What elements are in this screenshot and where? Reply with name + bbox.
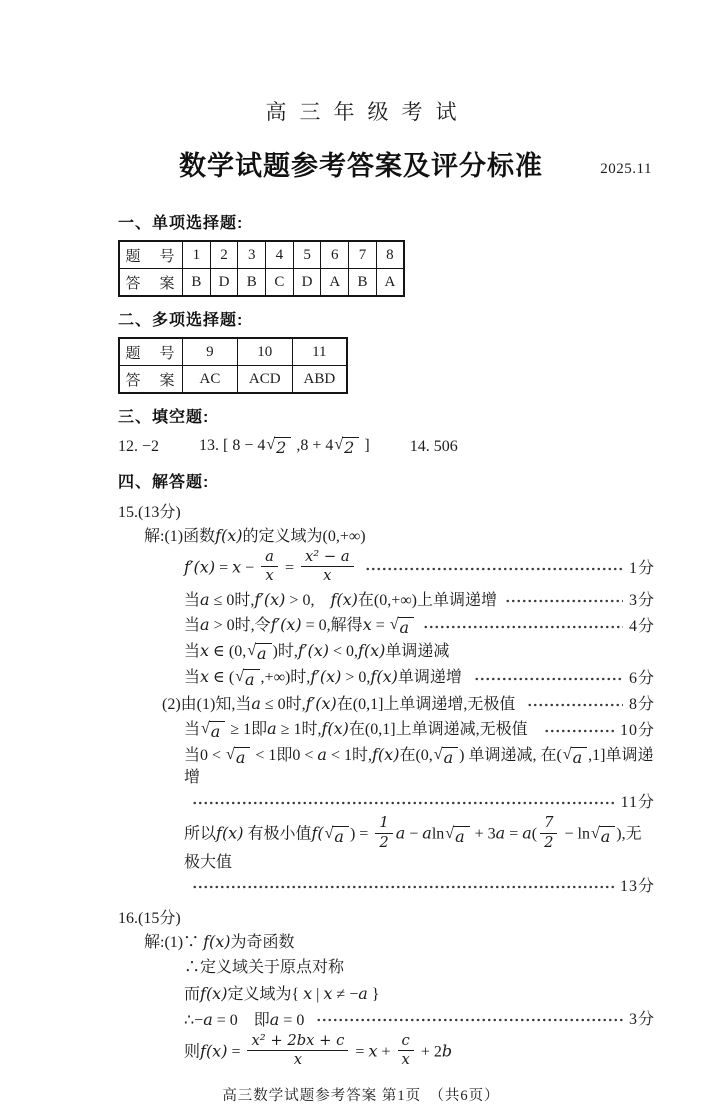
- math-variable: b: [441, 1041, 453, 1061]
- text-run: 则: [184, 1043, 201, 1061]
- question-number-cell: 9: [183, 338, 238, 366]
- text-run: < 1时,: [326, 747, 372, 765]
- math-variable: a: [269, 1009, 280, 1029]
- radicand: a: [453, 826, 470, 847]
- solution-line: [184, 641, 655, 664]
- score-label: 8分: [628, 695, 655, 713]
- fill-blank-answer: [199, 437, 370, 458]
- fraction-denominator: x: [265, 567, 274, 585]
- score-label: 6分: [628, 669, 655, 687]
- dotted-leader: [505, 594, 623, 608]
- text-run: ≤ 0时,: [209, 592, 255, 610]
- text-run: ≤ 0时,: [260, 696, 306, 714]
- math-variable: x: [232, 557, 242, 577]
- radical-icon: √: [201, 720, 210, 738]
- text-run: > 0时,令: [209, 617, 271, 635]
- solution-line: [184, 1031, 655, 1070]
- square-root: [266, 437, 291, 458]
- solution-line: [184, 667, 655, 690]
- fraction: [247, 1033, 348, 1068]
- answer-row: [119, 269, 404, 297]
- radical-icon: √: [266, 435, 276, 453]
- text-run: 14. 506: [409, 438, 458, 455]
- math-variable: x: [368, 1041, 378, 1061]
- fraction-numerator: 7: [540, 815, 557, 833]
- math-variable: f(x): [216, 823, 244, 843]
- text-run: 13. [ 8 − 4: [199, 436, 266, 454]
- fill-blank-answer: [410, 438, 458, 456]
- score-label: 4分: [628, 617, 655, 635]
- text-run: 在(0,1]上单调递减,无极值: [348, 721, 536, 739]
- text-run: =: [227, 1043, 245, 1061]
- math-variable: x: [200, 667, 210, 687]
- square-root: [247, 643, 271, 664]
- text-run: 单调递增: [397, 669, 466, 687]
- text-run: < 0,: [328, 643, 358, 661]
- radicand: a: [255, 643, 272, 664]
- square-root: [226, 747, 250, 768]
- radical-icon: √: [433, 746, 443, 764]
- text-run: ),无极大值: [184, 825, 642, 871]
- fraction-denominator: 2: [544, 833, 554, 851]
- text-run: 的定义域为(0,+∞): [242, 528, 366, 545]
- text-run: =: [371, 617, 389, 635]
- text-run: + 2: [416, 1043, 442, 1061]
- question-number-row: [119, 338, 347, 366]
- math-variable: x: [323, 983, 333, 1003]
- fill-blank-answers: [118, 434, 655, 460]
- solution-line-text: [184, 667, 466, 690]
- text-run: > 0,: [285, 592, 331, 610]
- radicand: a: [442, 747, 459, 768]
- answer-cell: AC: [183, 366, 238, 394]
- dotted-leader: [192, 796, 615, 810]
- text-run: +: [377, 1043, 395, 1061]
- text-run: =: [215, 559, 233, 577]
- square-root: [334, 437, 359, 458]
- text-run: 12. −2: [118, 438, 160, 455]
- answer-cell: A: [321, 269, 349, 297]
- exam-date: 2025.11: [600, 161, 652, 177]
- question-number-cell: 6: [321, 241, 349, 269]
- multi-choice-table-body: [119, 338, 347, 393]
- text-run: 所以: [184, 825, 217, 843]
- text-run: ≥ 1即: [226, 721, 268, 739]
- radical-icon: √: [590, 824, 600, 842]
- dotted-leader: [365, 562, 623, 576]
- question-number-cell: 7: [349, 241, 377, 269]
- solution-line-text: [184, 958, 344, 978]
- score-label: 3分: [628, 591, 655, 609]
- fraction-denominator: x: [293, 1050, 303, 1068]
- solution-line: [184, 615, 655, 638]
- text-run: −: [241, 559, 259, 577]
- score-label: 10分: [619, 721, 655, 739]
- text-run: ) =: [349, 825, 373, 843]
- math-variable: f′(x): [270, 615, 302, 635]
- solution-line: [184, 745, 655, 788]
- question-number-cell: 1: [183, 241, 211, 269]
- solution-line-text: [144, 526, 366, 547]
- fraction: [398, 1033, 414, 1068]
- radicand: 2: [274, 437, 291, 458]
- math-variable: f′(x): [305, 694, 337, 714]
- question-number-cell: 5: [293, 241, 321, 269]
- score-label: 1分: [628, 559, 655, 577]
- text-run: = 0,解得: [301, 617, 363, 635]
- radical-icon: √: [445, 824, 455, 842]
- question-number-row: [119, 241, 404, 269]
- math-variable: f(x): [200, 1041, 228, 1061]
- radical-icon: √: [247, 642, 256, 660]
- dotted-leader: [316, 1013, 623, 1027]
- dotted-leader: [474, 672, 623, 686]
- solution-line: [184, 589, 655, 612]
- solution-line-text: [184, 1031, 453, 1070]
- score-label: 3分: [628, 1011, 655, 1029]
- text-run: 而: [184, 985, 201, 1003]
- fraction-numerator: a: [261, 549, 278, 567]
- radical-icon: √: [235, 668, 244, 686]
- row-label: 题 号: [119, 241, 183, 269]
- solution-line-text: [184, 641, 449, 664]
- answer-cell: ACD: [237, 366, 292, 394]
- text-run: =: [351, 1043, 369, 1061]
- square-root: [591, 826, 615, 847]
- dotted-leader: [192, 880, 614, 894]
- answer-cell: D: [293, 269, 321, 297]
- text-run: 有极小值: [243, 825, 312, 843]
- square-root: [235, 669, 259, 690]
- fraction: [540, 815, 557, 850]
- text-run: ≠ −: [332, 985, 359, 1003]
- text-run: 单调递减: [385, 643, 450, 661]
- math-variable: a: [422, 823, 432, 843]
- math-variable: a: [203, 1009, 213, 1029]
- radicand: a: [243, 669, 260, 690]
- answer-cell: B: [238, 269, 266, 297]
- row-label: 答 案: [119, 269, 183, 297]
- answer-cell: B: [183, 269, 211, 297]
- text-run: + 3: [470, 825, 496, 843]
- row-label: 题 号: [119, 338, 183, 366]
- text-run: 在(0,+∞)上单调递增: [357, 592, 497, 610]
- math-variable: a: [251, 694, 261, 714]
- answer-row: [119, 366, 347, 394]
- math-variable: f(x): [215, 526, 243, 545]
- text-run: ,+∞)时,: [260, 669, 311, 687]
- text-run: =: [280, 559, 298, 577]
- math-variable: a: [267, 719, 277, 739]
- solution-line: [184, 814, 655, 872]
- solution-line: [162, 693, 655, 716]
- fraction-numerator: c: [398, 1033, 414, 1051]
- text-run: 当: [184, 669, 201, 687]
- math-variable: f′(x): [254, 590, 286, 610]
- problem-block: [118, 905, 655, 1070]
- text-run: = 0: [279, 1011, 309, 1029]
- text-run: ∴定义域关于原点对称: [184, 959, 345, 977]
- math-variable: x: [362, 615, 372, 635]
- text-run: ln: [431, 825, 445, 843]
- exam-grade-title: 高三年级考试: [265, 100, 470, 124]
- dotted-leader: [527, 698, 623, 712]
- text-run: )时,: [272, 643, 298, 661]
- math-variable: f(x): [370, 667, 398, 687]
- text-run: 为奇函数: [230, 933, 295, 951]
- fraction-numerator: x² − a: [301, 549, 354, 567]
- radical-icon: √: [334, 435, 344, 453]
- solution-line: [184, 1009, 655, 1032]
- page-content: [118, 210, 655, 1070]
- page-header: [0, 0, 722, 180]
- text-run: 当: [184, 617, 201, 635]
- question-number-cell: 2: [210, 241, 238, 269]
- fraction-denominator: x: [401, 1050, 410, 1068]
- math-variable: a: [358, 983, 368, 1003]
- problem-number: 15.(13分): [118, 504, 181, 521]
- text-run: |: [312, 985, 324, 1003]
- solution-line: [184, 983, 655, 1006]
- text-run: = 0 即: [212, 1011, 270, 1029]
- text-run: − ln: [560, 825, 590, 843]
- square-root: [434, 747, 458, 768]
- text-run: 当0 <: [184, 747, 226, 765]
- text-run: 在(0,1]上单调递增,无极值: [336, 696, 520, 714]
- text-run: ∈ (: [209, 669, 235, 687]
- text-run: ]: [360, 436, 370, 454]
- math-variable: a: [395, 823, 406, 843]
- math-variable: a: [495, 823, 506, 843]
- solution-line-text: [184, 984, 379, 1005]
- solution-line: [184, 548, 655, 586]
- fraction-denominator: x: [323, 567, 332, 585]
- solution-line-text: [184, 719, 536, 742]
- radicand: a: [209, 721, 226, 742]
- multi-choice-answer-table: [118, 337, 348, 394]
- math-variable: f(x): [357, 641, 386, 661]
- section-heading-fill-blank: 三、填空题:: [118, 409, 210, 426]
- fraction-numerator: x² + 2bx + c: [247, 1033, 348, 1051]
- solution-line: [184, 791, 655, 814]
- math-variable: a: [522, 823, 532, 843]
- solution-line-text: [144, 932, 295, 953]
- answer-cell: ABD: [292, 366, 347, 394]
- solution-line-text: [184, 548, 357, 586]
- text-run: ≥ 1时,: [276, 721, 322, 739]
- solutions-area: [118, 499, 655, 1070]
- text-run: < 1即0 <: [251, 747, 318, 765]
- text-run: ,8 + 4: [292, 436, 334, 454]
- solution-line-text: [184, 590, 497, 611]
- single-choice-answer-table: [118, 240, 405, 297]
- text-run: =: [505, 825, 523, 843]
- answer-cell: D: [210, 269, 238, 297]
- radical-icon: √: [562, 746, 572, 764]
- question-number-cell: 10: [237, 338, 292, 366]
- math-variable: f′(x): [310, 667, 342, 687]
- radicand: a: [234, 747, 251, 768]
- text-run: ,1]单调递增: [184, 747, 654, 787]
- text-run: 当: [184, 721, 201, 739]
- answer-cell: A: [376, 269, 404, 297]
- dotted-leader: [544, 724, 614, 738]
- answer-cell: B: [349, 269, 377, 297]
- answer-cell: C: [266, 269, 294, 297]
- row-label: 答 案: [119, 366, 183, 394]
- solution-line-text: [184, 615, 415, 638]
- text-run: 定义域为{: [227, 985, 304, 1003]
- solution-line: [184, 876, 655, 899]
- math-variable: f′(x): [297, 641, 329, 661]
- fraction-denominator: 2: [379, 833, 389, 851]
- text-run: 解:(1)∵: [144, 933, 204, 951]
- problem-number: 16.(15分): [118, 909, 181, 927]
- text-run: −: [405, 825, 423, 843]
- title-row: [0, 144, 722, 180]
- radicand: 2: [342, 437, 359, 458]
- radicand: a: [571, 747, 588, 768]
- radicand: a: [332, 826, 349, 847]
- solution-line-text: [162, 694, 519, 715]
- radicand: a: [398, 617, 415, 638]
- solution-line-text: [184, 814, 655, 872]
- question-number-cell: 11: [292, 338, 347, 366]
- math-variable: a: [200, 590, 210, 610]
- text-run: (: [531, 825, 538, 843]
- question-number-cell: 4: [266, 241, 294, 269]
- solution-line: [184, 957, 655, 980]
- section-heading-single-choice: 一、单项选择题:: [118, 215, 244, 232]
- math-variable: f(x): [330, 590, 358, 610]
- solution-line: [144, 931, 655, 954]
- page-title: 数学试题参考答案及评分标准: [179, 151, 543, 181]
- solution-line-text: [184, 745, 655, 788]
- math-variable: f(x): [321, 719, 349, 739]
- score-label: 11分: [620, 793, 655, 811]
- question-number-cell: 8: [376, 241, 404, 269]
- math-variable: f(x): [203, 931, 231, 951]
- square-root: [445, 826, 469, 847]
- math-variable: f(x): [200, 983, 228, 1003]
- math-variable: f′(x): [184, 557, 216, 577]
- radical-icon: √: [389, 616, 399, 634]
- solution-line-text: [184, 1010, 308, 1031]
- problem-block: [118, 499, 655, 899]
- text-run: > 0,: [341, 669, 371, 687]
- text-run: 解:(1)函数: [144, 528, 216, 545]
- math-variable: f(x): [372, 745, 400, 765]
- text-run: (2)由(1)知,当: [162, 696, 252, 714]
- text-run: ∴−: [184, 1011, 204, 1029]
- fraction: [375, 815, 392, 850]
- radicand: a: [599, 826, 616, 847]
- text-run: }: [367, 985, 380, 1003]
- question-number-cell: 3: [238, 241, 266, 269]
- fill-blank-answer: [118, 438, 159, 456]
- square-root: [325, 826, 349, 847]
- fraction-numerator: 1: [375, 815, 392, 833]
- radical-icon: √: [226, 746, 235, 764]
- math-variable: f(: [311, 823, 324, 843]
- text-run: 当: [184, 643, 201, 661]
- math-variable: x: [200, 641, 210, 661]
- math-variable: a: [200, 615, 210, 635]
- section-heading-multi-choice: 二、多项选择题:: [118, 312, 244, 329]
- solution-line: [184, 719, 655, 742]
- text-run: 当: [184, 592, 201, 610]
- single-choice-table-body: [119, 241, 404, 296]
- fraction: [301, 549, 354, 584]
- dotted-leader: [423, 620, 623, 634]
- square-root: [390, 617, 414, 638]
- square-root: [563, 747, 587, 768]
- text-run: 在(0,: [399, 747, 433, 765]
- math-variable: x: [303, 983, 313, 1003]
- score-label: 13分: [619, 878, 655, 896]
- radical-icon: √: [324, 824, 334, 842]
- solution-line: [144, 525, 655, 548]
- math-variable: a: [317, 745, 327, 765]
- page-footer: 高三数学试题参考答案 第1页 （共6页）: [222, 1088, 500, 1105]
- section-heading-solutions: 四、解答题:: [118, 474, 210, 491]
- fraction: [261, 549, 278, 584]
- square-root: [201, 721, 225, 742]
- text-run: ) 单调递减, 在(: [459, 747, 562, 765]
- text-run: ∈ (0,: [209, 643, 247, 661]
